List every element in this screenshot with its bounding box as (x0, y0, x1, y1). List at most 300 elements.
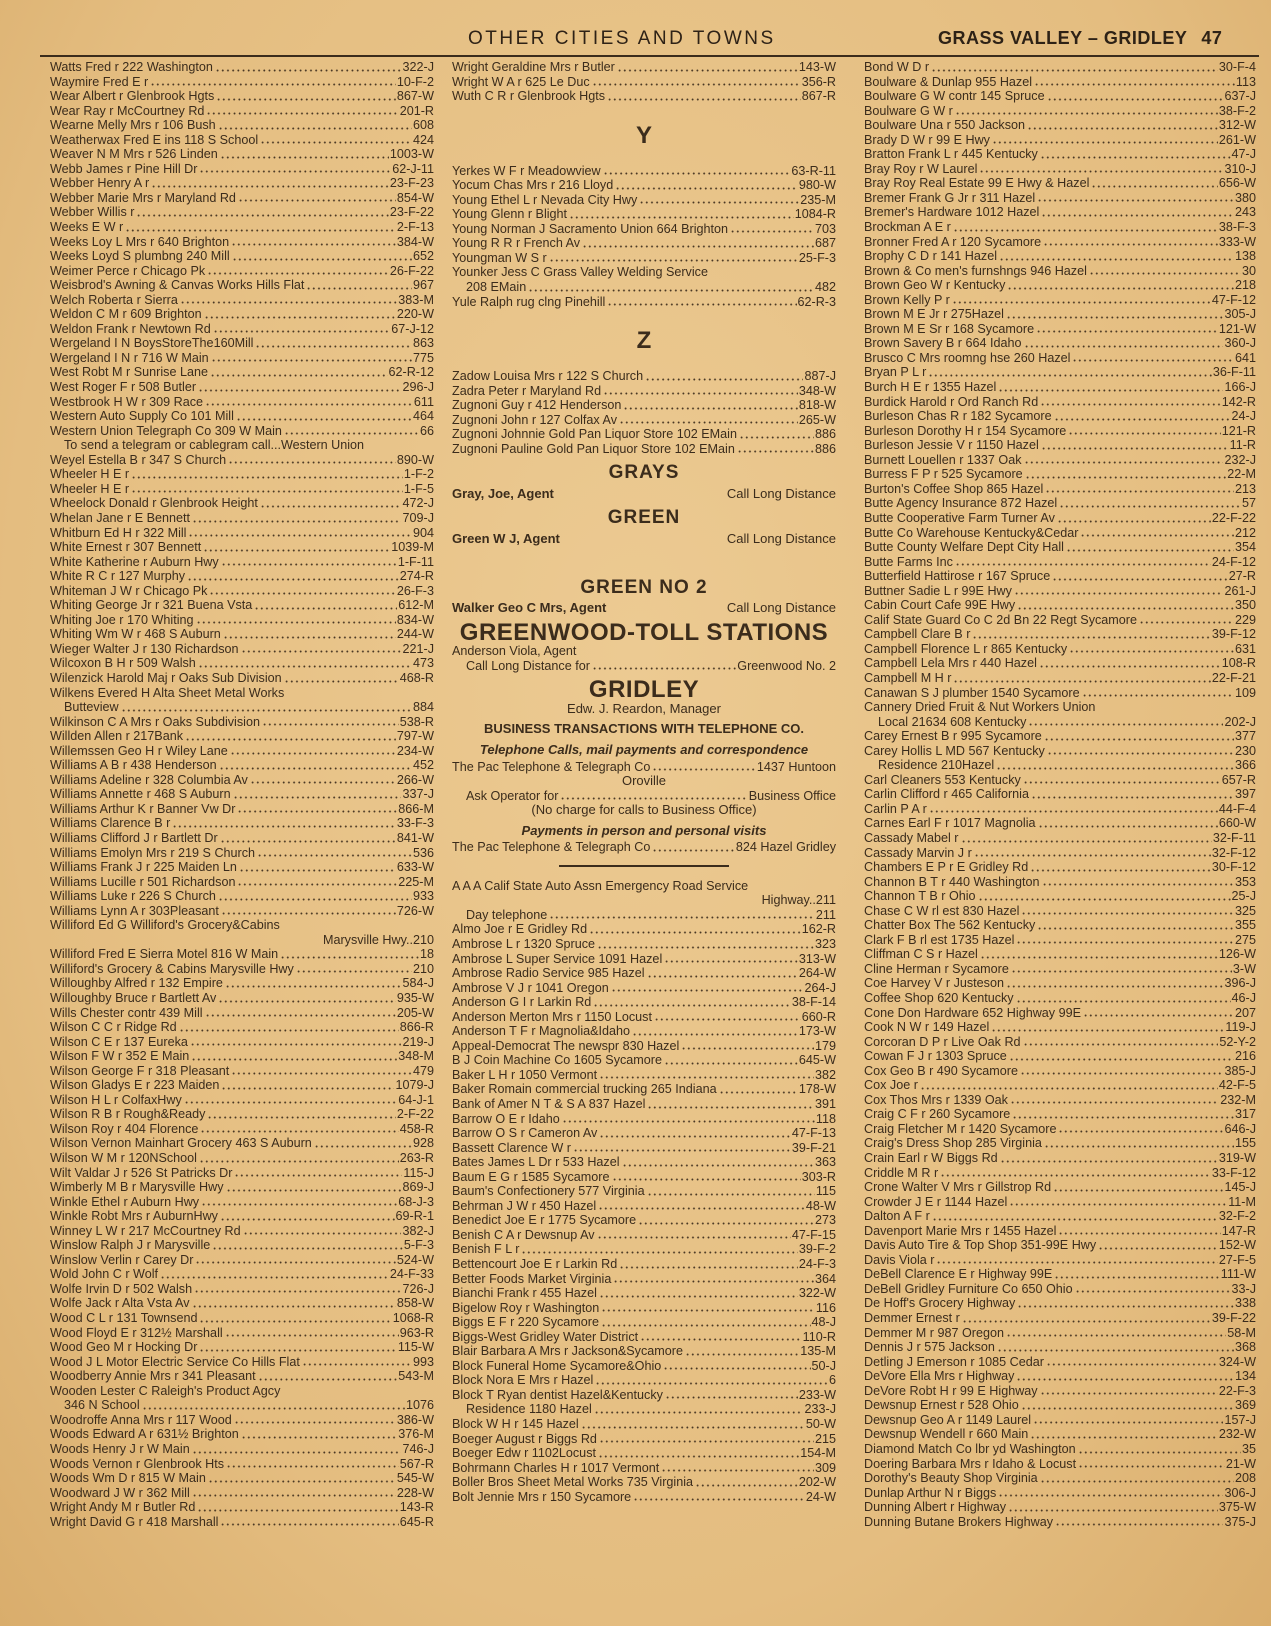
listing-number: 348-W (798, 383, 836, 398)
listing-number: 143-R (399, 1500, 434, 1515)
listing-entry (50, 1471, 434, 1486)
listing-entry (864, 816, 1256, 831)
listing-text: Carlin P A r (864, 801, 927, 816)
listing-text: Weldon C M r 609 Brighton (50, 307, 202, 322)
listing-entry (50, 1049, 434, 1064)
listing-entry (452, 1286, 836, 1301)
dot-leader (1034, 75, 1235, 87)
listing-text: Bank of Amer N T & S A 837 Hazel (452, 1096, 646, 1111)
listing-number: 39-F-2 (798, 1242, 836, 1257)
listing-entry (50, 336, 434, 351)
listing-number: 584-J (402, 976, 434, 991)
listing-entry (50, 496, 434, 511)
listing-number: 391 (814, 1096, 836, 1111)
listing-text: Biggs-West Gridley Water District (452, 1329, 639, 1344)
agent-row (452, 601, 836, 616)
listing-entry (864, 1238, 1256, 1253)
listing-column-left (50, 60, 434, 1529)
listing-number: 2-F-22 (396, 1107, 434, 1122)
dot-leader (997, 1340, 1234, 1352)
listing-entry (864, 380, 1256, 395)
dot-leader (1040, 147, 1231, 159)
listing-number: 213 (1234, 481, 1256, 496)
listing-number: 980-W (798, 178, 836, 193)
listing-number: 179 (814, 1038, 836, 1053)
listing-entry (864, 395, 1256, 410)
listing-text: Wooden Lester C Raleigh's Product Agcy (50, 1383, 281, 1398)
listing-entry (50, 831, 434, 846)
listing-text: Wilenzick Harold Maj r Oaks Sub Division (50, 670, 282, 685)
listing-number: 1079-J (395, 1078, 434, 1093)
listing-text: Demmer M r 987 Oregon (864, 1325, 1004, 1340)
listing-number: 264-W (798, 966, 836, 981)
listing-text: Woodward J W r 362 Mill (50, 1485, 190, 1500)
listing-text: Demmer Ernest r (864, 1311, 960, 1326)
listing-text: Burnett Louellen r 1337 Oak (864, 452, 1022, 467)
listing-text: Bettencourt Joe E r Larkin Rd (452, 1257, 618, 1271)
listing-text: Coe Harvey V r Justeson (864, 976, 1004, 991)
dot-leader (207, 1107, 396, 1119)
listing-entry (864, 1035, 1256, 1050)
listing-text: Baum E G r 1585 Sycamore (452, 1169, 610, 1184)
listing-text: Local 21634 608 Kentucky (878, 714, 1027, 729)
dot-leader (1072, 351, 1234, 363)
listing-number: 23-F-23 (389, 176, 434, 191)
listing-text: Zadra Peter r Maryland Rd (452, 383, 602, 398)
listing-entry (864, 584, 1256, 599)
listing-number: 928 (412, 1136, 434, 1151)
listing-text: Weldon Frank r Newtown Rd (50, 321, 211, 336)
listing-text: Burch H E r 1355 Hazel (864, 380, 997, 395)
listing-text: Weisbrod's Awning & Canvas Works Hills Flat (50, 278, 305, 293)
listing-number: 867-R (801, 89, 836, 104)
listing-entry (50, 889, 434, 904)
listing-text: Criddle M R r (864, 1165, 939, 1180)
dot-leader (929, 802, 1218, 814)
dot-leader (180, 293, 397, 305)
listing-number: 10-F-2 (396, 74, 434, 89)
listing-number: 23-F-22 (389, 205, 434, 220)
dot-leader (206, 104, 398, 116)
listing-entry (864, 60, 1256, 75)
listing-number: 232-W (1218, 1427, 1256, 1442)
listing-text: Wilt Valdar J r 526 St Patricks Dr (50, 1165, 233, 1180)
agent-row (452, 532, 836, 547)
listing-number: 646-J (1224, 1121, 1256, 1136)
listing-number: 50-J (811, 1358, 836, 1373)
listing-entry (864, 802, 1256, 817)
listing-text: Residence 210Hazel (878, 758, 995, 773)
listing-text: Call Long Distance for (466, 658, 590, 673)
listing-entry (864, 846, 1256, 861)
dot-leader (594, 1402, 804, 1414)
listing-number: 1076 (405, 1398, 434, 1413)
dot-leader (280, 947, 419, 959)
listing-text: Burleson Jessie V r 1150 Hazel (864, 438, 1039, 453)
listing-entry (864, 1209, 1256, 1224)
dot-leader (201, 1195, 397, 1207)
listing-number: 368 (1234, 1340, 1256, 1355)
listing-entry (864, 1500, 1256, 1515)
listing-entry (864, 686, 1256, 701)
listing-text: Carey Hollis L MD 567 Kentucky (864, 743, 1045, 758)
dot-leader (652, 760, 755, 772)
listing-entry (50, 307, 434, 322)
dot-leader (1023, 1035, 1219, 1047)
listing-entry (452, 384, 836, 399)
listing-number: 458-R (399, 1121, 434, 1136)
dot-leader (1023, 773, 1221, 785)
dot-leader (205, 1006, 396, 1018)
listing-text: Butte County Welfare Dept City Hall (864, 540, 1064, 555)
dot-leader (1021, 1398, 1234, 1410)
dot-leader (231, 235, 396, 247)
listing-number: 863 (412, 336, 434, 351)
listing-entry (50, 1166, 434, 1181)
listing-number: 656-W (1218, 176, 1256, 191)
dot-leader (1069, 642, 1234, 654)
listing-text: Young Ethel L r Nevada City Hwy (452, 192, 638, 207)
listing-entry (50, 453, 434, 468)
listing-number: 854-W (396, 190, 434, 205)
dot-leader (645, 369, 803, 381)
listing-text: Wright David G r 418 Marshall (50, 1514, 219, 1529)
dot-leader (226, 1457, 399, 1469)
listing-entry (452, 295, 836, 310)
listing-number: 611 (413, 394, 434, 409)
listing-text: Bray Roy r W Laurel (864, 161, 978, 176)
listing-number: 202-W (798, 1475, 836, 1490)
agent-instruction: Call Long Distance (726, 531, 836, 547)
listing-number: 933 (412, 889, 434, 904)
listing-number: 366 (1234, 758, 1256, 773)
dot-leader (730, 222, 814, 234)
dot-leader (573, 1141, 791, 1153)
listing-number: 58-M (1227, 1325, 1256, 1340)
listing-text: Wilson George F r 318 Pleasant (50, 1063, 230, 1078)
dot-leader (207, 264, 389, 276)
listing-entry (864, 642, 1256, 657)
dot-leader (1008, 1500, 1218, 1512)
dot-leader (581, 1417, 805, 1429)
listing-entry (50, 1340, 434, 1355)
listing-entry (50, 1267, 434, 1282)
listing-entry (864, 831, 1256, 846)
dot-leader (1098, 1238, 1218, 1250)
listing-number: 375-J (1224, 1514, 1256, 1529)
listing-text: Dewsnup Wendell r 660 Main (864, 1427, 1029, 1442)
listing-entry (864, 511, 1256, 526)
listing-text: Ambrose L Super Service 1091 Hazel (452, 951, 663, 966)
listing-text: Burdick Harold r Ord Ranch Rd (864, 394, 1039, 409)
listing-entry (50, 1035, 434, 1050)
dot-leader (601, 1315, 811, 1327)
listing-entry (864, 104, 1256, 119)
listing-entry (864, 1064, 1256, 1079)
dot-leader (228, 453, 396, 465)
dot-leader (219, 758, 412, 770)
dot-leader (194, 1282, 401, 1294)
listing-number: 30-F-12 (1211, 860, 1256, 875)
listing-text: Younker Jess C Grass Valley Welding Service (452, 265, 708, 280)
listing-entry (50, 613, 434, 628)
listing-number: 935-W (396, 991, 434, 1005)
listing-entry (864, 918, 1256, 933)
listing-text: Young R R r French Av (452, 236, 581, 251)
listing-text: Burleson Chas R r 182 Sycamore (864, 409, 1052, 424)
listing-number: 324-W (1218, 1354, 1256, 1369)
dot-leader (237, 875, 397, 887)
listing-entry (50, 75, 434, 90)
listing-entry (50, 133, 434, 148)
listing-number: 50-W (805, 1417, 836, 1432)
listing-number: 452 (412, 758, 434, 773)
listing-entry (864, 1267, 1256, 1282)
listing-text: Cox Thos Mrs r 1339 Oak (864, 1092, 1008, 1107)
listing-text: DeBell Clarence E r Highway 99E (864, 1267, 1053, 1282)
listing-number: 524-W (396, 1252, 434, 1267)
agent-name: Walker Geo C Mrs, Agent (452, 600, 607, 616)
listing-number: 364 (814, 1271, 836, 1286)
listing-entry (50, 1427, 434, 1442)
dot-leader (190, 1035, 402, 1047)
listing-text: Wilson R B r Rough&Ready (50, 1107, 206, 1122)
dot-leader (260, 496, 402, 508)
listing-entry (50, 1064, 434, 1079)
listing-text: Brown M E Sr r 168 Sycamore (864, 321, 1035, 336)
dot-leader (592, 75, 801, 87)
listing-entry (50, 1369, 434, 1384)
listing-number: 353 (1234, 874, 1256, 889)
dot-leader (255, 336, 412, 348)
listing-number: 264-J (804, 980, 836, 995)
listing-number: 212 (1234, 525, 1256, 540)
listing-entry (50, 1442, 434, 1457)
listing-number: 25-F-3 (798, 250, 836, 265)
listing-entry (50, 1355, 434, 1370)
listing-number: 115-J (403, 1165, 434, 1180)
listing-text: Burress F P r 525 Sycamore (864, 467, 1023, 482)
listing-entry (864, 1340, 1256, 1355)
spacer (452, 549, 836, 571)
dot-leader (598, 1446, 799, 1458)
dot-leader (210, 365, 388, 377)
listing-text: Baker Romain commercial trucking 265 Indiana (452, 1082, 717, 1097)
dot-leader (1047, 89, 1224, 101)
listing-number: 173-W (798, 1024, 836, 1039)
listing-entry (452, 879, 836, 894)
section-letter: Y (635, 121, 652, 149)
dot-leader (306, 278, 412, 290)
listing-text: Yule Ralph rug clng Pinehill (452, 294, 606, 309)
listing-text: Williams Emolyn Mrs r 219 S Church (50, 845, 256, 860)
listing-entry (50, 526, 434, 541)
listing-number: 376-M (398, 1427, 434, 1442)
listing-entry (452, 1257, 836, 1272)
listing-entry (50, 424, 434, 439)
listing-text: Wear Ray r McCourtney Rd (50, 103, 205, 118)
centered-text: Edw. J. Reardon, Manager (567, 700, 721, 716)
listing-text: Willden Allen r 217Bank (50, 729, 184, 744)
listing-entry (50, 191, 434, 206)
running-head (938, 28, 1222, 49)
listing-text: Bigelow Roy r Washington (452, 1300, 600, 1315)
listing-number: 216 (1234, 1049, 1256, 1064)
listing-number: 355 (1234, 918, 1256, 933)
dot-leader (199, 1151, 399, 1163)
listing-text: Wilson H L r ColfaxHwy (50, 1092, 182, 1107)
listing-text: Western Auto Supply Co 101 Mill (50, 409, 234, 424)
dot-leader (195, 1253, 395, 1265)
listing-number: 115 (815, 1184, 836, 1199)
listing-entry (452, 60, 836, 75)
dot-leader (218, 118, 412, 130)
dot-leader (599, 1126, 791, 1138)
listing-number: 369 (1234, 1398, 1256, 1413)
listing-text: Craig's Dress Shop 285 Virginia (864, 1136, 1042, 1151)
listing-number: 904 (412, 525, 434, 540)
listing-number: 30 (1241, 263, 1256, 278)
listing-text: Cassady Marvin J r (864, 845, 972, 860)
listing-text: Day telephone (466, 907, 548, 922)
dot-leader (739, 427, 814, 439)
listing-entry (452, 789, 836, 804)
dot-leader (549, 908, 815, 920)
listing-entry (50, 1093, 434, 1108)
listing-text: Ambrose V J r 1041 Oregon (452, 980, 609, 995)
listing-entry (864, 424, 1256, 439)
listing-text: A A A Calif State Auto Assn Emergency Road Service (452, 878, 749, 893)
dot-leader (232, 249, 412, 261)
dot-leader (1007, 278, 1234, 290)
listing-entry (50, 933, 434, 948)
listing-text: Brown Geo W r Kentucky (864, 278, 1006, 293)
listing-entry (864, 1311, 1256, 1326)
listing-text: Brown Savery B r 664 Idaho (864, 336, 1022, 351)
listing-entry (864, 365, 1256, 380)
listing-text: Anderson G I r Larkin Rd (452, 995, 592, 1010)
dot-leader (992, 133, 1218, 145)
dot-leader (192, 1442, 402, 1454)
listing-entry (452, 659, 836, 674)
listing-entry (452, 1490, 836, 1505)
dot-leader (1010, 1093, 1219, 1105)
dot-leader (197, 1500, 398, 1512)
listing-number: 886 (814, 441, 836, 456)
listing-text: Channon T B r Ohio (864, 889, 976, 904)
listing-entry (50, 671, 434, 686)
listing-text: Western Union Telegraph Co 309 W Main (50, 423, 282, 438)
listing-number: 660-W (1218, 816, 1256, 831)
dot-leader (617, 60, 798, 72)
listing-number: 232-M (1220, 1092, 1256, 1107)
listing-entry (50, 511, 434, 526)
listing-text: Block Nora E Mrs r Hazel (452, 1373, 594, 1388)
listing-entry (50, 555, 434, 570)
dot-leader (603, 164, 791, 176)
listing-number: 482 (814, 280, 836, 295)
listing-number: 472-J (402, 496, 434, 511)
listing-text: Ambrose L r 1320 Spruce (452, 936, 596, 951)
listing-entry (864, 278, 1256, 293)
listing-entry (50, 322, 434, 337)
listing-text: Dunning Albert r Highway (864, 1500, 1007, 1515)
listing-text: Wilson W M r 120NSchool (50, 1151, 197, 1166)
listing-number: 397 (1234, 787, 1256, 802)
listing-text: Baker L H r 1050 Vermont (452, 1067, 598, 1082)
listing-number: 5-F-3 (403, 1238, 434, 1253)
listing-number: 536 (412, 845, 434, 860)
listing-number: 866-M (398, 801, 434, 816)
dot-leader (231, 1064, 412, 1076)
dot-leader (1014, 584, 1224, 596)
listing-text: Brusco C Mrs roomng hse 260 Hazel (864, 350, 1071, 365)
listing-text: Campbell Clare B r (864, 627, 971, 642)
dot-leader (241, 642, 402, 654)
listing-text: Weatherwax Fred E ins 118 S School (50, 132, 259, 147)
listing-number: 841-W (396, 830, 434, 845)
listing-text: Bianchi Frank r 455 Hazel (452, 1286, 597, 1301)
listing-number: 310-J (1224, 161, 1256, 176)
listing-text: Waymire Fred E r (50, 74, 149, 89)
listing-number: 322-J (402, 60, 434, 74)
listing-entry (864, 569, 1256, 584)
listing-number: 157-J (1224, 1412, 1256, 1427)
listing-number: 202-J (1224, 714, 1256, 729)
dot-leader (250, 773, 396, 785)
listing-entry (50, 1078, 434, 1093)
listing-text: Whelan Jane r E Bennett (50, 510, 191, 525)
dot-leader (1037, 191, 1234, 203)
dot-leader (1041, 205, 1234, 217)
listing-text: Davenport Marie Mrs r 1455 Hazel (864, 1223, 1057, 1238)
listing-text: Butte Co Warehouse Kentucky&Cedar (864, 525, 1079, 540)
listing-entry (50, 773, 434, 788)
listing-text: Zugnoni Guy r 412 Henderson (452, 398, 622, 413)
dot-leader (664, 1053, 798, 1065)
listing-text: Corcoran D P r Live Oak Rd (864, 1034, 1021, 1049)
listing-entry (864, 307, 1256, 322)
listing-entry (452, 840, 836, 855)
listing-number: 265-W (798, 412, 836, 427)
listing-entry (50, 380, 434, 395)
listing-text: Butte Farms Inc (864, 554, 953, 569)
listing-entry (864, 176, 1256, 191)
listing-text: Wergeland I N r 716 W Main (50, 350, 209, 365)
listing-entry (50, 1282, 434, 1297)
listing-entry (864, 1369, 1256, 1384)
listing-entry (452, 966, 836, 981)
listing-text: Wilson C C r Ridge Rd (50, 1020, 177, 1035)
listing-number: 147-R (1221, 1223, 1256, 1238)
listing-number: 11-M (1228, 1194, 1256, 1209)
listing-text: Dennis J r 575 Jackson (864, 1340, 995, 1355)
listing-entry (864, 322, 1256, 337)
listing-number: 230 (1234, 743, 1256, 758)
listing-text: Willoughby Alfred r 132 Empire (50, 976, 223, 991)
dot-leader (234, 1413, 396, 1425)
listing-text: Dunlap Arthur N r Biggs (864, 1485, 997, 1500)
dot-leader (940, 1166, 1211, 1178)
dot-leader (1000, 1151, 1218, 1163)
listing-number: 709-J (402, 510, 434, 525)
listing-text: Benish F L r (452, 1242, 520, 1257)
listing-number: 869-J (402, 1180, 434, 1195)
listing-text: Whiting Wm W r 468 S Auburn (50, 627, 221, 642)
listing-text: Wilson Gladys E r 223 Maiden (50, 1078, 220, 1093)
listing-entry (864, 1427, 1256, 1442)
listing-entry (50, 104, 434, 119)
